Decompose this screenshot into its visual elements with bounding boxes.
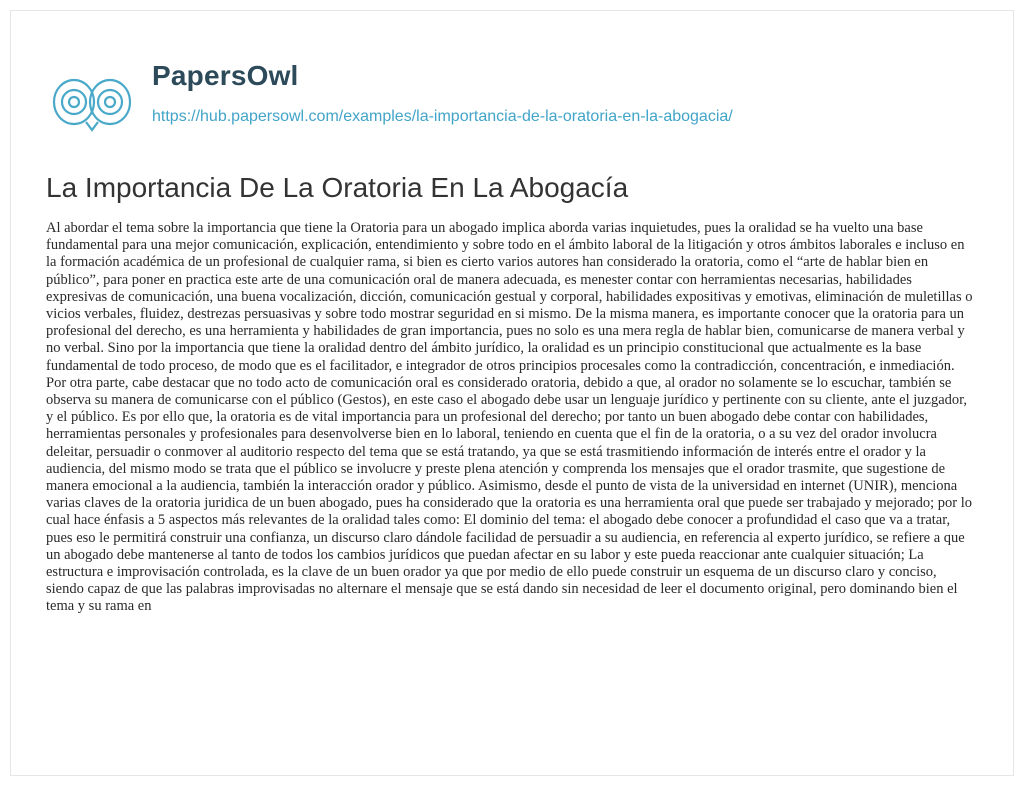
- source-url-link[interactable]: https://hub.papersowl.com/examples/la-importancia-de-la-oratoria-en-la-abogacia/: [152, 108, 733, 125]
- header: [46, 34, 986, 134]
- brand-name: PapersOwl: [152, 60, 299, 91]
- owl-logo-icon: [46, 64, 138, 134]
- essay-body: Al abordar el tema sobre la importancia que tiene la Oratoria para un abogado implica aborda varias inquietudes, pues la oralidad se ha vuelto una base fundamental para una mejor comunicación, explicación, entendimiento y sobre todo en el ámbito laboral de la litigación y otros ámbitos laborales e incluso en la formación académica de un profesional de cualquier rama, si bien es cierto varios autores han considerado la oratoria, como el “arte de hablar bien en público”, para poner en practica este arte de una comunicación oral de manera adecuada, es menester contar con herramientas necesarias, habilidades expresivas de comunicación, una buena vocalización, dicción, comunicación gestual y corporal, habilidades expositivas y emotivas, eliminación de muletillas o vicios verbales, fluidez, destrezas persuasivas y sobre todo mostrar seguridad en si mismo. De la misma manera, es importante conocer que la oratoria para un profesional del derecho, es una herramienta y habilidades de gran importancia, pues no solo es una mera regla de hablar bien, comunicarse de manera verbal y no verbal. Sino por la importancia que tiene la oralidad dentro del ámbito jurídico, la oralidad es un principio constitucional que actualmente es la base fundamental de todo proceso, de modo que es el facilitador, e integrador de otros principios procesales como la contradicción, concentración, e inmediación. Por otra parte, cabe destacar que no todo acto de comunicación oral es considerado oratoria, debido a que, al orador no solamente se lo escuchar, también se observa su manera de comunicarse con el público (Gestos), en este caso el abogado debe usar un lenguaje jurídico y pertinente con su cliente, ante el juzgador, y el público. Es por ello que, la oratoria es de vital importancia para un profesional del derecho; por tanto un buen abogado debe contar con habilidades, herramientas personales y profesionales para desenvolverse bien en lo laboral, teniendo en cuenta que el fin de la oratoria, o a su vez del orador involucra deleitar, persuadir o conmover al auditorio respecto del tema que se está tratando, ya que se está trasmitiendo información de interés entre el orador y la audiencia, del mismo modo se trata que el público se involucre y preste plena atención y comprenda los mensajes que el orador trasmite, que sugestione de manera emocional a la audiencia, también la interacción orador y público. Asimismo, desde el punto de vista de la universidad en internet (UNIR), menciona varias claves de la oratoria juridica de un buen abogado, pues ha considerado que la oratoria es una herramienta oral que puede ser trabajado y mejorado; por lo cual hace énfasis a 5 aspectos más relevantes de la oralidad tales como: El dominio del tema: el abogado debe conocer a profundidad el caso que va a tratar, pues eso le permitirá construir una confianza, un discurso claro dándole facilidad de persuadir a su audiencia, en referencia al experto jurídico, se refiere a que un abogado debe mantenerse al tanto de todos los cambios jurídicos que puedan afectar en su labor y este pueda reaccionar ante cualquier situación; La estructura e improvisación controlada, es la clave de un buen orador ya que por medio de ello puede construir un esquema de un discurso claro y conciso, siendo capaz de que las palabras improvisadas no alternare el mensaje que se está dando sin necesidad de leer el documento original, pero dominando bien el tema y su rama en: [46, 220, 973, 615]
- page-title: La Importancia De La Oratoria En La Abogacía: [46, 172, 629, 203]
